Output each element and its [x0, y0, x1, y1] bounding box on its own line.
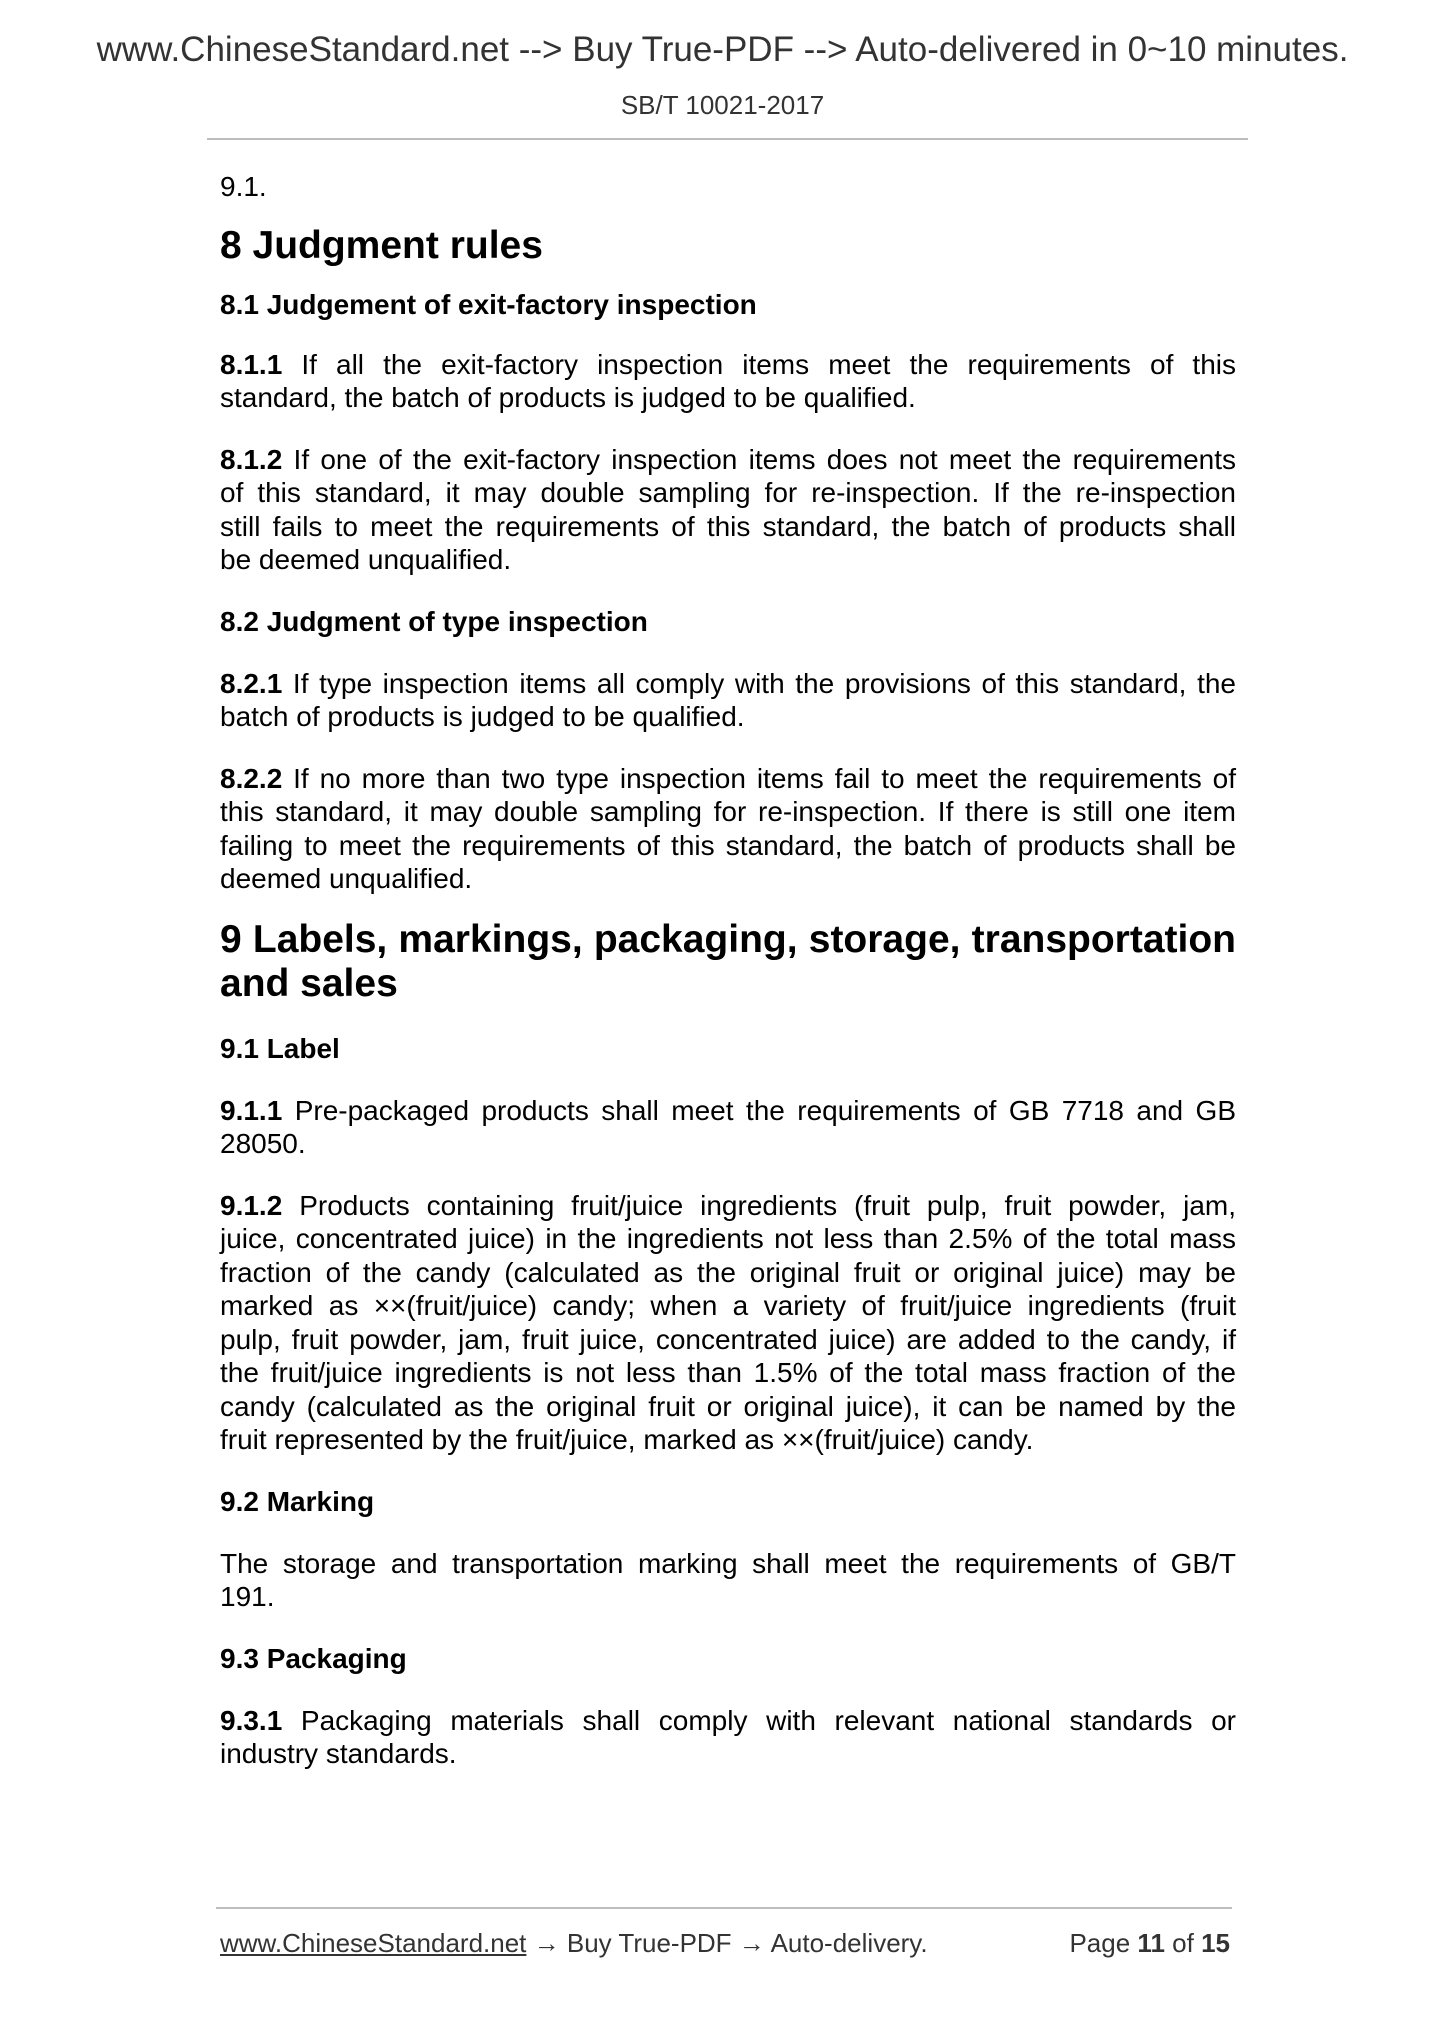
clause-number: 8.1.2 [220, 443, 283, 475]
section-9-2-text: The storage and transportation marking shall meet the requirements of GB/T 191. [220, 1547, 1236, 1612]
section-9-2-title: 9.2 Marking [220, 1485, 375, 1517]
clause-number: 8.1.1 [220, 348, 283, 380]
header-banner: www.ChineseStandard.net --> Buy True-PDF --> Auto-delivered in 0~10 minutes. [96, 30, 1349, 69]
clause-9-1-2: 9.1.2 Products containing fruit/juice ingredients (fruit pulp, fruit powder, jam, juice, concentrated juice) in the ingredients not less than 2.5% of the total mass fraction of the candy (calculated as the original fruit or original juice) may be marked as ××(fruit/juice) candy; when a variety of fruit/juice ingredients (fruit pulp, fruit powder, jam, fruit juice, concentrated juice) are added to the candy, if the fruit/juice ingredients is not less than 1.5% of the total mass fraction of the candy (calculated as the original fruit or original juice), it can be named by the fruit represented by the fruit/juice, marked as ××(fruit/juice) candy. [220, 1189, 1237, 1455]
clause-9-3-1: 9.3.1 Packaging materials shall comply with relevant national standards or industry standards. [220, 1704, 1236, 1769]
section-8-1-title: 8.1 Judgement of exit-factory inspection [220, 288, 757, 320]
current-page: 11 [1137, 1928, 1165, 1958]
clause-number: 8.2.1 [220, 667, 283, 699]
header-divider [207, 138, 1248, 140]
clause-8-2-1: 8.2.1 If type inspection items all comply with the provisions of this standard, the batch of products is judged to be qualified. [220, 667, 1236, 732]
section-8-title: 8 Judgment rules [220, 223, 543, 267]
total-pages: 15 [1201, 1928, 1230, 1958]
section-8-2-title: 8.2 Judgment of type inspection [220, 605, 648, 637]
carryover-text: 9.1. [220, 171, 267, 202]
page-content [220, 170, 1236, 1771]
footer-promo [220, 1928, 928, 1959]
clause-number: 9.3.1 [220, 1704, 283, 1736]
section-9-title: 9 Labels, markings, packaging, storage, transportation and sales [220, 917, 1236, 1005]
page-number: Page 11 of 15 [1069, 1928, 1230, 1958]
footer-divider [216, 1907, 1232, 1909]
clause-8-1-1: 8.1.1 If all the exit-factory inspection items meet the requirements of this standard, the batch of products is judged to be qualified. [220, 348, 1236, 413]
clause-8-1-2: 8.1.2 If one of the exit-factory inspection items does not meet the requirements of this standard, it may double sampling for re-inspection. If the re-inspection still fails to meet the requirements of this standard, the batch of products shall be deemed unqualified. [220, 443, 1237, 575]
clause-9-1-1: 9.1.1 Pre-packaged products shall meet the requirements of GB 7718 and GB 28050. [220, 1094, 1236, 1159]
footer-promo-text: → Buy True-PDF → Auto-delivery. [526, 1928, 928, 1958]
footer-site-link[interactable]: www.ChineseStandard.net [220, 1928, 527, 1958]
clause-number: 8.2.2 [220, 762, 283, 794]
clause-8-2-2: 8.2.2 If no more than two type inspection items fail to meet the requirements of this standard, it may double sampling for re-inspection. If there is still one item failing to meet the requirements of this standard, the batch of products shall be deemed unqualified. [220, 762, 1237, 894]
clause-number: 9.1.2 [220, 1189, 283, 1221]
section-9-3-title: 9.3 Packaging [220, 1642, 407, 1674]
clause-number: 9.1.1 [220, 1094, 283, 1126]
standard-number: SB/T 10021-2017 [620, 90, 825, 120]
section-9-1-title: 9.1 Label [220, 1032, 340, 1064]
